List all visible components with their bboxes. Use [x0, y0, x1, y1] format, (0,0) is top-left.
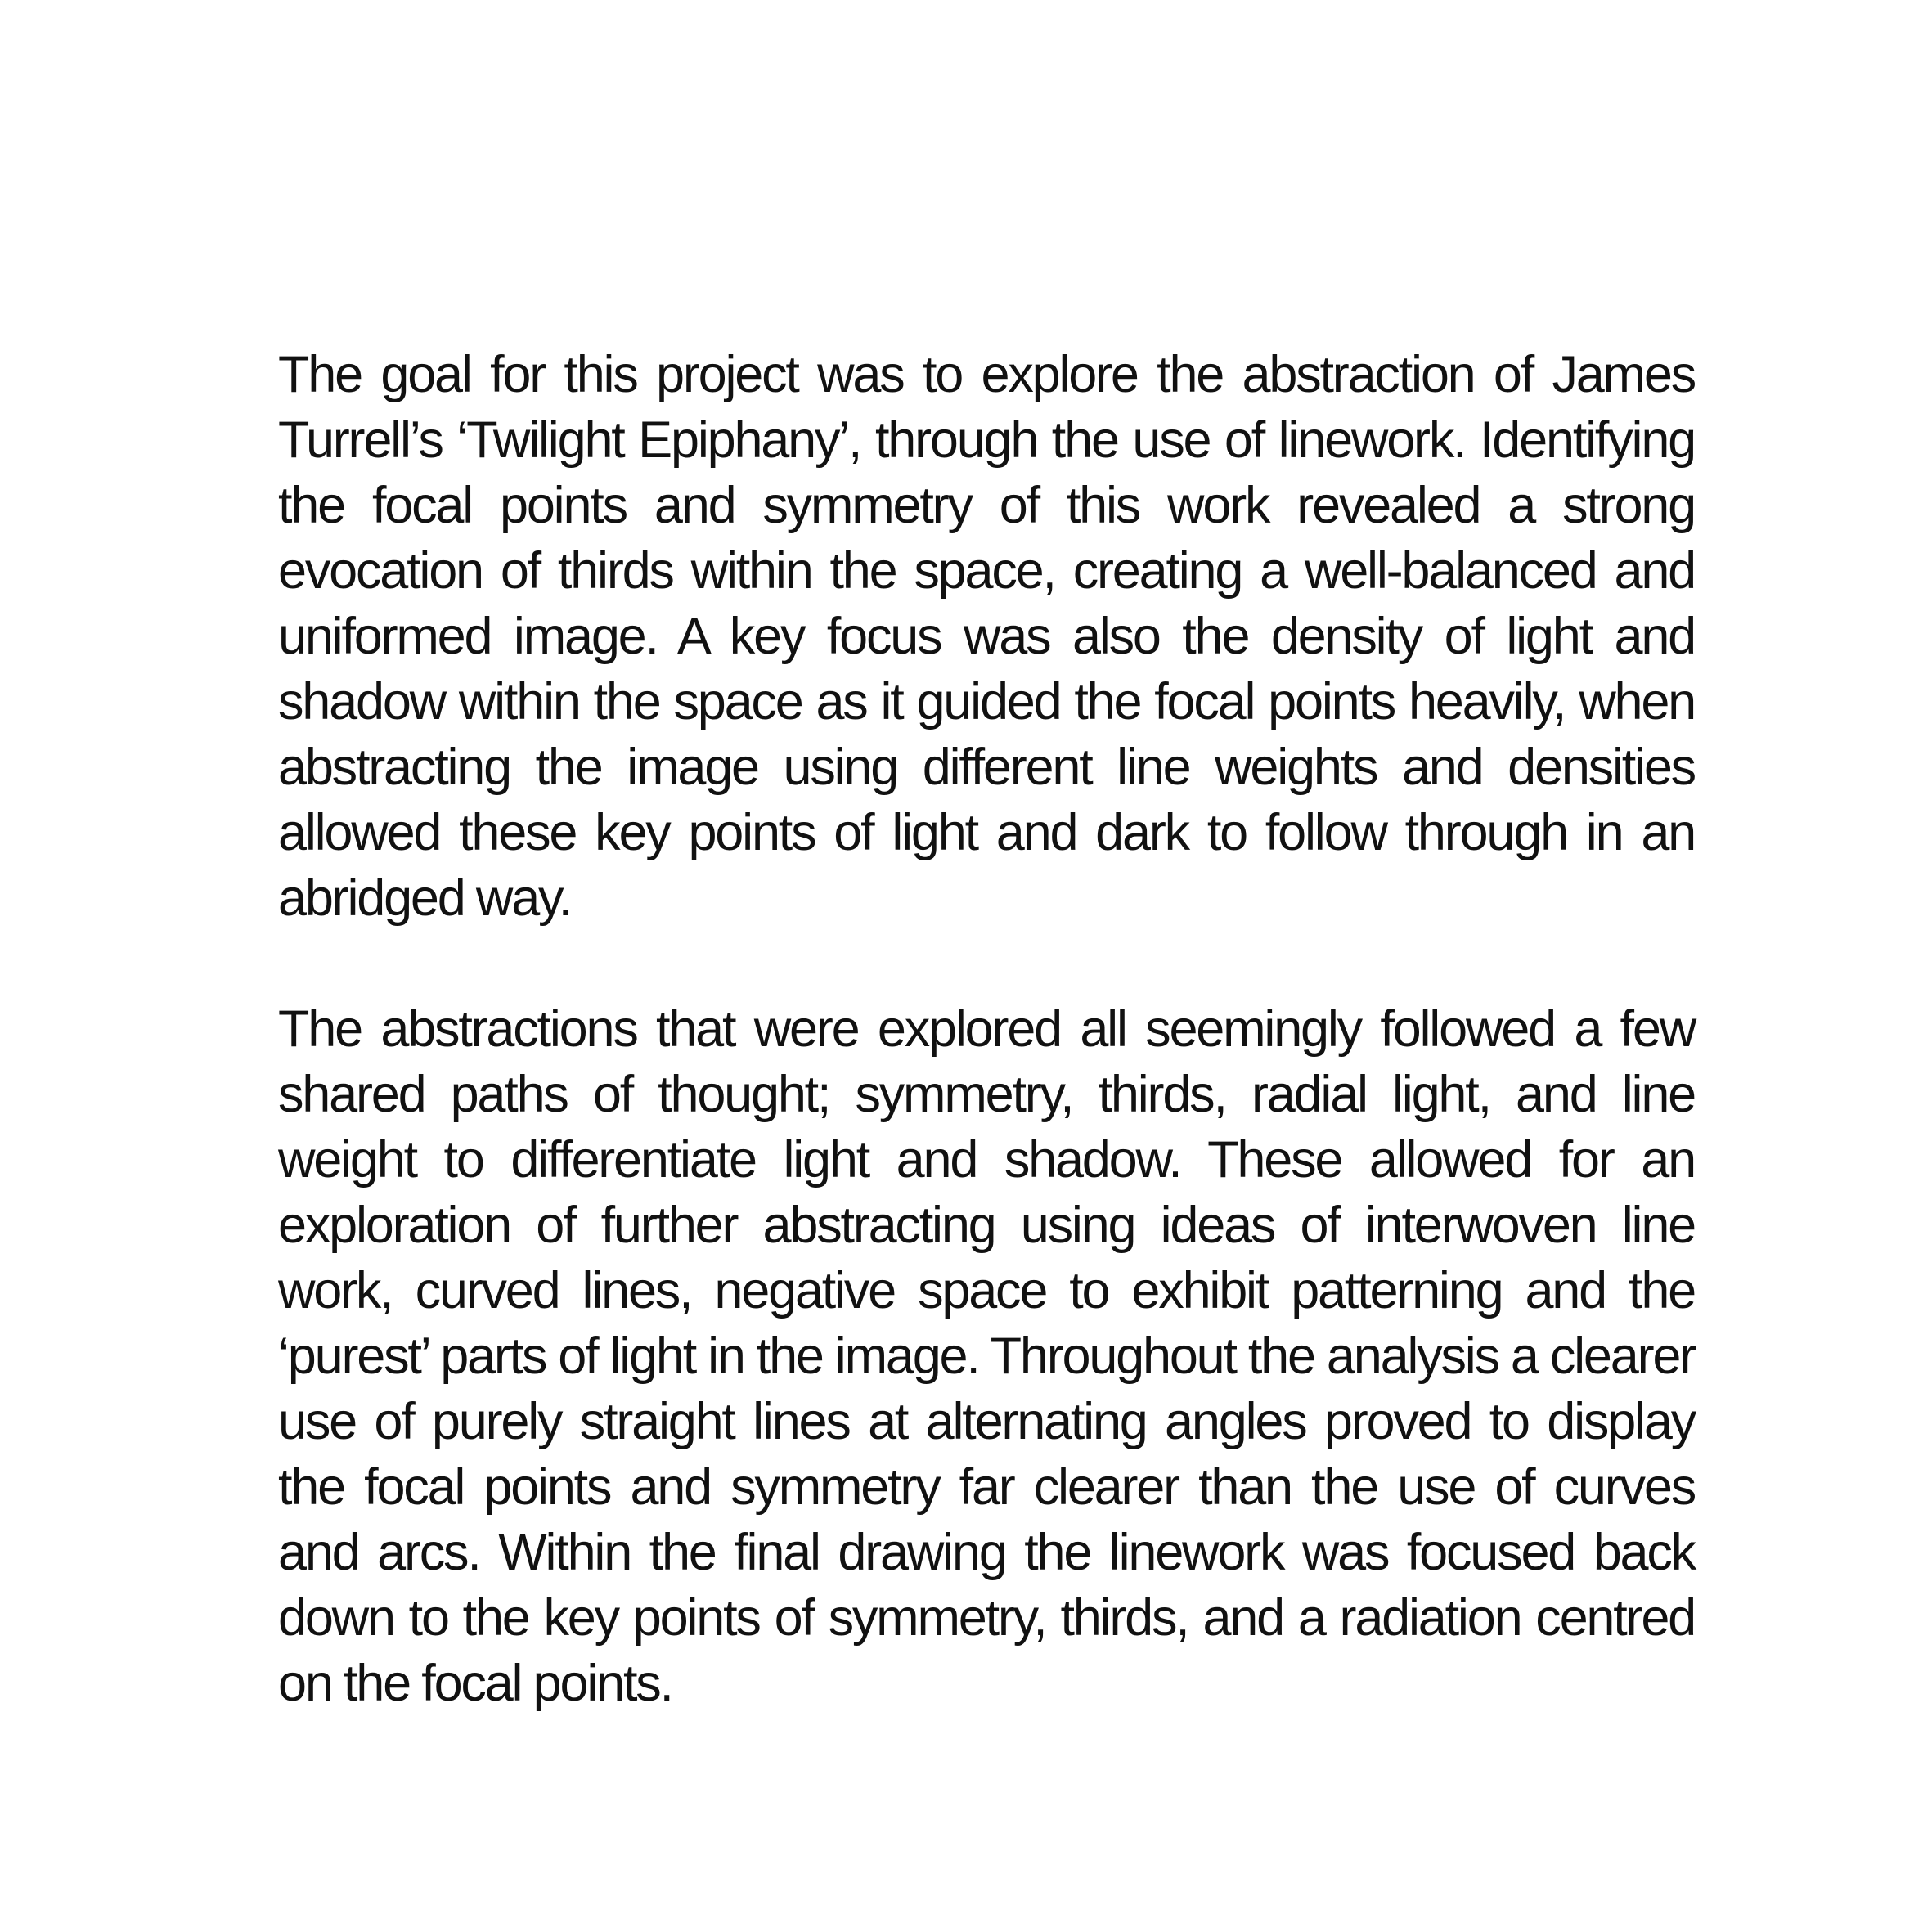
paragraph-2: The abstractions that were explored all seemingly followed a few shared paths of thought; symmetry, thirds, radial light, and line weight to differentiate light and shadow. These allowed for an exploration of further abstracting using ideas of interwoven line work, curved lines, negative space to exhibit patterning and the ‘purest’ parts of light in the image. Throughout the analysis a clearer use of purely straight lines at alternating angles proved to display the focal points and symmetry far clearer than the use of curves and arcs. Within the final drawing the linework was focused back down to the key points of symmetry, thirds, and a radiation centred on the focal points. — [278, 1000, 1695, 1712]
body-text — [278, 342, 1695, 1716]
paragraph-1: The goal for this project was to explore the abstraction of James Turrell’s ‘Twilight Epiphany’, through the use of linework. Identifying the focal points and symmetry of this work revealed a strong evocation of thirds within the space, creating a well-balanced and uniformed image. A key focus was also the density of light and shadow within the space as it guided the focal points heavily, when abstracting the image using different line weights and densities allowed these key points of light and dark to follow through in an abridged way. — [278, 346, 1695, 927]
